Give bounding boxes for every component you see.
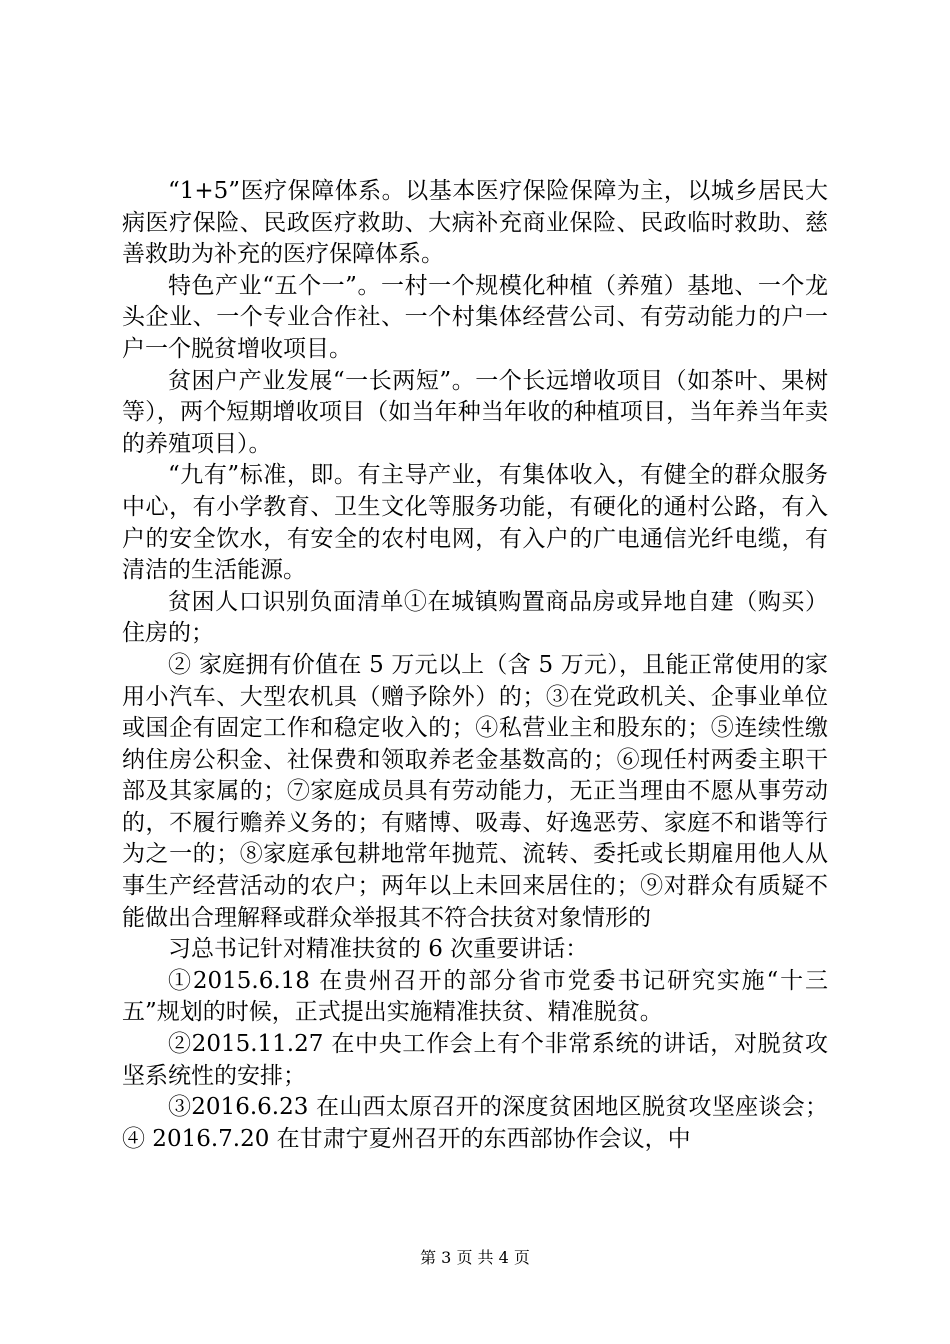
paragraph-negative-list-intro: 贫困人口识别负面清单①在城镇购置商品房或异地自建（购买）住房的； (122, 588, 828, 647)
paragraph-negative-list-items: ② 家庭拥有价值在 5 万元以上（含 5 万元），且能正常使用的家用小汽车、大型农机具（赠予除外）的；③在党政机关、企事业单位或国企有固定工作和稳定收入的；④私营业主和股东的；⑤连续性缴纳住房公积金、社保费和领取养老金基数高的；⑥现任村两委主职干部及其家属的；⑦家庭成员具有劳动能力，无正当理由不愿从事劳动的，不履行赡养义务的；有赌博、吸毒、好逸恶劳、家庭不和谐等行为之一的；⑧家庭承包耕地常年抛荒、流转、委托或长期雇用他人从事生产经营活动的农户；两年以上未回来居住的；⑨对群众有质疑不能做出合理解释或群众举报其不符合扶贫对象情形的 (122, 651, 828, 931)
page-footer: 第 3 页 共 4 页 (420, 1248, 530, 1267)
paragraph-speech-2: ②2015.11.27 在中央工作会上有个非常系统的讲话，对脱贫攻坚系统性的安排； (122, 1031, 828, 1089)
paragraph-industry-development: 贫困户产业发展“一长两短”。一个长远增收项目（如茶叶、果树等），两个短期增收项目（如当年种当年收的种植项目，当年养当年卖的养殖项目）。 (122, 367, 828, 457)
paragraph-speech-3-4: ③2016.6.23 在山西太原召开的深度贫困地区脱贫攻坚座谈会；④ 2016.7.20 在甘肃宁夏州召开的东西部协作会议，中 (122, 1094, 828, 1152)
paragraph-nine-standards: “九有”标准，即。有主导产业，有集体收入，有健全的群众服务中心，有小学教育、卫生文化等服务功能，有硬化的通村公路，有入户的安全饮水，有安全的农村电网，有入户的广电通信光纤电缆，有清洁的生活能源。 (122, 462, 828, 584)
paragraph-featured-industry: 特色产业“五个一”。一村一个规模化种植（养殖）基地、一个龙头企业、一个专业合作社、一个村集体经营公司、有劳动能力的户一户一个脱贫增收项目。 (122, 272, 828, 362)
paragraph-medical-insurance: “1+5”医疗保障体系。以基本医疗保险保障为主，以城乡居民大病医疗保险、民政医疗救助、大病补充商业保险、民政临时救助、慈善救助为补充的医疗保障体系。 (122, 178, 828, 268)
document-body (122, 176, 828, 1155)
paragraph-speeches-heading: 习总书记针对精准扶贫的 6 次重要讲话： (168, 936, 589, 963)
paragraph-speech-1: ①2015.6.18 在贵州召开的部分省市党委书记研究实施“十三五”规划的时候，正式提出实施精准扶贫、精准脱贫。 (122, 967, 828, 1026)
